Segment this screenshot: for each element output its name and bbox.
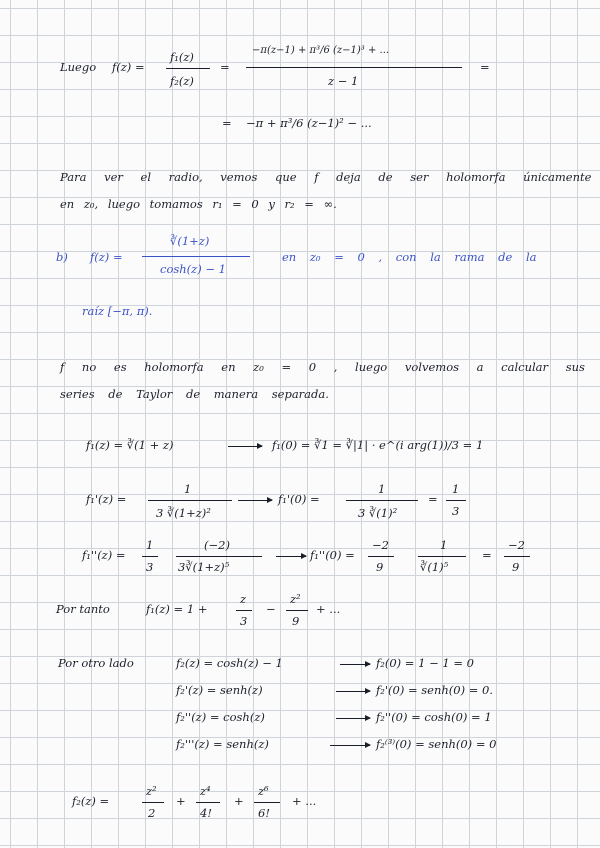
arrow — [330, 745, 370, 746]
arrow — [276, 556, 306, 557]
frac-line — [142, 556, 158, 557]
f2-row-left: f₂'''(z) = senh(z) — [176, 737, 269, 751]
pt-end: + ... — [316, 602, 341, 616]
f1pp0-label: f₁''(0) = — [310, 548, 355, 562]
f1p-label: f₁'(z) = — [86, 492, 127, 506]
eq-sign: = — [222, 116, 232, 130]
f1pp0-n2: 1 — [440, 538, 448, 552]
f2-row-left: f₂(z) = cosh(z) − 1 — [176, 656, 283, 670]
frac-line — [418, 556, 466, 557]
frac-line — [446, 500, 466, 501]
eq-sign: = — [480, 60, 490, 74]
pt-n2: z² — [290, 592, 301, 606]
f1pp0-n3: −2 — [508, 538, 525, 552]
holo-text-2: series de Taylor de manera separada. — [60, 387, 329, 401]
plus-sign: + — [176, 794, 186, 808]
eq-sign: = — [482, 548, 492, 562]
f1pp0-d2: ∛(1)⁵ — [420, 560, 449, 574]
radio-text-2: en z₀, luego tomamos r₁ = 0 y r₂ = ∞. — [60, 197, 337, 211]
arrow — [340, 664, 370, 665]
eq-sign: = — [220, 60, 230, 74]
frac-line — [176, 556, 262, 557]
part-b-cond: en z₀ = 0 , con la rama de la — [282, 250, 537, 264]
f2-row-right: f₂(0) = 1 − 1 = 0 — [376, 656, 474, 670]
part-b-num: ∛(1+z) — [170, 234, 210, 248]
part-b-label: b) — [56, 250, 68, 264]
f2-row-left: f₂'(z) = senh(z) — [176, 683, 263, 697]
series-result: −π + π³/6 (z−1)² − ... — [246, 116, 372, 130]
f1pp-n2: (−2) — [204, 538, 230, 552]
series-fraction-line — [246, 67, 462, 68]
frac-line — [142, 802, 164, 803]
frac-line — [368, 556, 394, 557]
third-num: 1 — [452, 482, 460, 496]
pt-n1: z — [240, 592, 247, 606]
f2-d2: 4! — [200, 806, 212, 820]
f2-d3: 6! — [258, 806, 270, 820]
f2-d1: 2 — [148, 806, 156, 820]
f2-row-right: f₂'(0) = senh(0) = 0. — [376, 683, 493, 697]
por-otro-lado: Por otro lado — [58, 656, 134, 670]
fz-label: f(z) = — [112, 60, 145, 74]
frac-line — [236, 610, 252, 611]
third-den: 3 — [452, 504, 460, 518]
f2-n1: z² — [146, 784, 157, 798]
f2-series-label: f₂(z) = — [72, 794, 110, 808]
frac-line — [346, 500, 418, 501]
series-denominator: z − 1 — [328, 74, 359, 88]
f1pp0-n1: −2 — [372, 538, 389, 552]
frac-line — [196, 802, 220, 803]
f1p0-den: 3 ∛(1)² — [358, 506, 398, 520]
f2-row-right: f₂''(0) = cosh(0) = 1 — [376, 710, 492, 724]
f1-series: f₁(z) = 1 + — [146, 602, 208, 616]
f1p0-num: 1 — [378, 482, 386, 496]
holo-text-1: f no es holomorfa en z₀ = 0 , luego volvemos a calcular sus — [60, 360, 585, 374]
frac-line — [254, 802, 280, 803]
arrow — [228, 446, 262, 447]
por-tanto: Por tanto — [56, 602, 110, 616]
radio-text-1: Para ver el radio, vemos que f deja de ser holomorfa únicamente — [60, 170, 592, 184]
frac-f2: f₂(z) — [170, 74, 194, 88]
luego-text: Luego — [60, 60, 97, 74]
f1-at-0: f₁(0) = ∛1 = ∛|1| · e^(i arg(1))/3 = 1 — [272, 438, 484, 452]
f1p0-label: f₁'(0) = — [278, 492, 320, 506]
f2-row-left: f₂''(z) = cosh(z) — [176, 710, 265, 724]
f1p-num: 1 — [184, 482, 192, 496]
eq-sign: = — [428, 492, 438, 506]
f1-def: f₁(z) = ∛(1 + z) — [86, 438, 174, 452]
part-b-fz: f(z) = — [90, 250, 123, 264]
frac-line — [148, 500, 232, 501]
f1pp-n1: 1 — [146, 538, 154, 552]
arrow — [238, 500, 272, 501]
f2-n3: z⁶ — [258, 784, 269, 798]
f1pp0-d3: 9 — [512, 560, 520, 574]
series-ellipsis: + ... — [292, 794, 317, 808]
pt-minus: − — [266, 602, 276, 616]
f1pp-d1: 3 — [146, 560, 154, 574]
f1pp0-d1: 9 — [376, 560, 384, 574]
part-b-raiz: raíz [−π, π). — [82, 304, 153, 318]
pt-d2: 9 — [292, 614, 300, 628]
pt-d1: 3 — [240, 614, 248, 628]
f2-row-right: f₂⁽³⁾(0) = senh(0) = 0 — [376, 737, 497, 751]
f2-n2: z⁴ — [200, 784, 211, 798]
f1pp-label: f₁''(z) = — [82, 548, 126, 562]
frac-line — [504, 556, 530, 557]
plus-sign: + — [234, 794, 244, 808]
series-numerator: −π(z−1) + π³/6 (z−1)³ + ... — [252, 45, 390, 56]
frac-f1: f₁(z) — [170, 50, 194, 64]
f1pp-d2: 3∛(1+z)⁵ — [178, 560, 230, 574]
f1p-den: 3 ∛(1+z)² — [156, 506, 211, 520]
part-b-frac-line — [142, 256, 250, 257]
frac-line — [166, 68, 210, 69]
arrow — [336, 691, 370, 692]
frac-line — [286, 610, 308, 611]
part-b-den: cosh(z) − 1 — [160, 262, 226, 276]
arrow — [336, 718, 370, 719]
